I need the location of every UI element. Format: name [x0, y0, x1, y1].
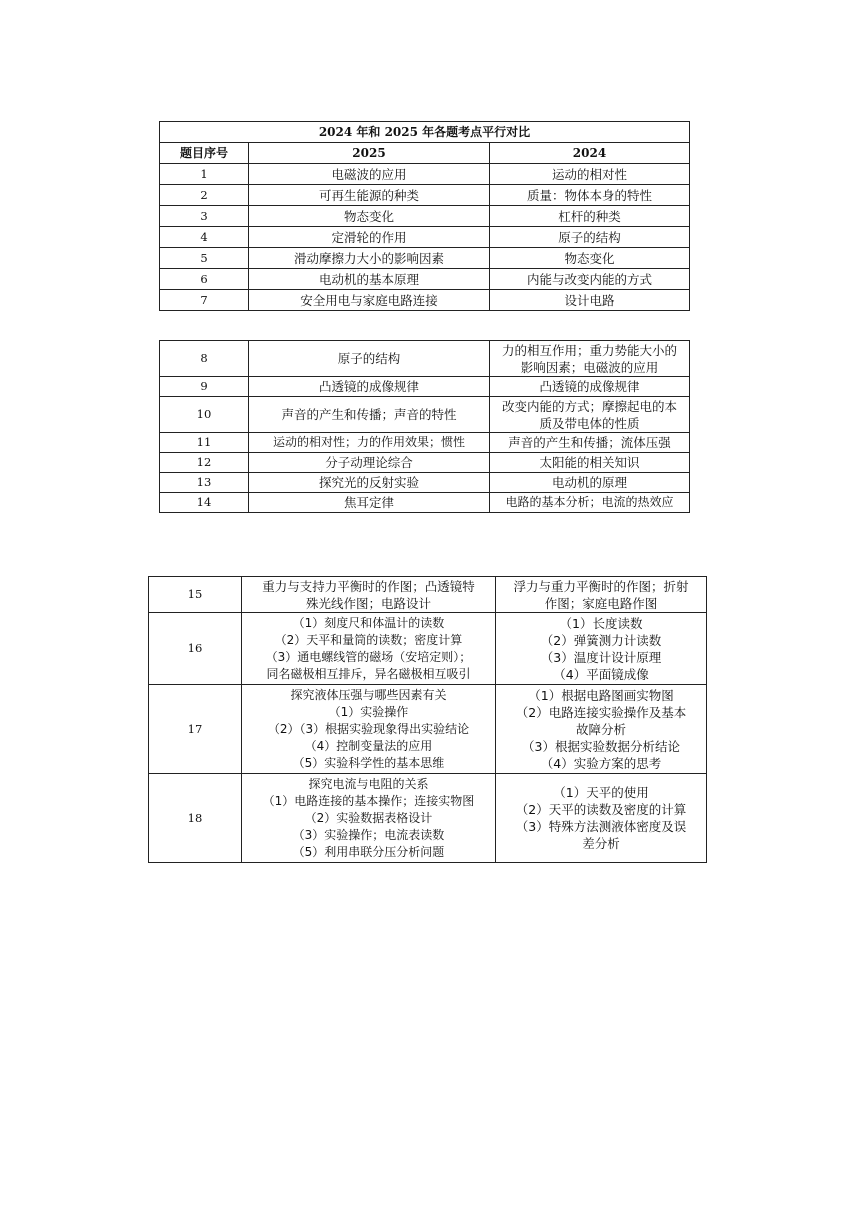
- table-row: [160, 473, 690, 493]
- topic-line: （2）实验数据表格设计: [304, 810, 433, 825]
- topic-line: 同名磁极相互排斥，异名磁极相互吸引: [266, 666, 471, 681]
- topic-2024: 物态变化: [490, 248, 690, 269]
- topic-2025: 滑动摩擦力大小的影响因素: [249, 248, 490, 269]
- topic-line: 影响因素；电磁波的应用: [520, 359, 659, 375]
- topic-2024: 内能与改变内能的方式: [490, 269, 690, 290]
- question-no: 6: [160, 269, 249, 290]
- table-row: [149, 577, 707, 613]
- question-no: 10: [160, 397, 249, 433]
- comparison-table-part2: [159, 340, 690, 513]
- topic-2025: 探究光的反射实验: [249, 473, 490, 493]
- topic-2025: 安全用电与家庭电路连接: [249, 290, 490, 311]
- topic-2025: [242, 577, 496, 613]
- topic-2024: 凸透镜的成像规律: [490, 377, 690, 397]
- topic-line: 故障分析: [575, 721, 626, 737]
- topic-line: 探究液体压强与哪些因素有关: [290, 687, 447, 702]
- topic-line: 质及带电体的性质: [539, 415, 640, 431]
- comparison-table-part3: [148, 576, 707, 863]
- question-no: 15: [149, 577, 242, 613]
- question-no: 1: [160, 164, 249, 185]
- topic-line: （3）根据实验数据分析结论: [522, 738, 680, 754]
- topic-line: （2）（3）根据实验现象得出实验结论: [267, 721, 470, 736]
- topic-line: （1）刻度尺和体温计的读数: [292, 615, 445, 630]
- topic-2024: 杠杆的种类: [490, 206, 690, 227]
- comparison-table-part1: [159, 121, 690, 311]
- question-no: 14: [160, 493, 249, 513]
- topic-2025: [242, 685, 496, 774]
- topic-2024: 电路的基本分析；电流的热效应: [490, 493, 690, 513]
- topic-2025: 分子动理论综合: [249, 453, 490, 473]
- topic-2024: 设计电路: [490, 290, 690, 311]
- topic-2025: 物态变化: [249, 206, 490, 227]
- table-row: [160, 377, 690, 397]
- table-row: [160, 227, 690, 248]
- topic-line: （2）天平的读数及密度的计算: [515, 802, 687, 817]
- topic-2024: [490, 341, 690, 377]
- topic-line: （4）实验方案的思考: [540, 755, 662, 771]
- topic-2025: [242, 774, 496, 863]
- question-no: 11: [160, 433, 249, 453]
- table-row: [160, 206, 690, 227]
- question-no: 3: [160, 206, 249, 227]
- topic-line: （4）控制变量法的应用: [304, 738, 433, 753]
- topic-2024: 原子的结构: [490, 227, 690, 248]
- question-no: 18: [149, 774, 242, 863]
- question-no: 17: [149, 685, 242, 774]
- table-header-row: [160, 143, 690, 164]
- table-row: [149, 685, 707, 774]
- table-title: 2024 年和 2025 年各题考点平行对比: [160, 122, 690, 143]
- topic-2024: 太阳能的相关知识: [490, 453, 690, 473]
- table-row: [160, 341, 690, 377]
- topic-2024: 电动机的原理: [490, 473, 690, 493]
- header-2024: 2024: [490, 143, 690, 164]
- topic-line: 殊光线作图；电路设计: [305, 595, 431, 611]
- topic-2024: [496, 685, 707, 774]
- question-no: 12: [160, 453, 249, 473]
- topic-2024: 质量：物体本身的特性: [490, 185, 690, 206]
- topic-line: （4）平面镜成像: [553, 666, 649, 682]
- question-no: 2: [160, 185, 249, 206]
- table-row: [160, 269, 690, 290]
- topic-line: （1）实验操作: [328, 704, 409, 719]
- topic-line: （1）天平的使用: [553, 785, 649, 800]
- topic-line: （5）实验科学性的基本思维: [292, 755, 445, 770]
- table-title-row: [160, 122, 690, 143]
- topic-line: 作图；家庭电路作图: [544, 595, 658, 611]
- topic-line: （3）实验操作；电流表读数: [292, 827, 445, 842]
- question-no: 16: [149, 613, 242, 685]
- topic-line: 浮力与重力平衡时的作图；折射: [513, 578, 689, 594]
- topic-line: 差分析: [582, 836, 620, 851]
- topic-2025: 电磁波的应用: [249, 164, 490, 185]
- topic-line: （1）电路连接的基本操作；连接实物图: [262, 793, 475, 808]
- topic-2025: 声音的产生和传播；声音的特性: [249, 397, 490, 433]
- question-no: 13: [160, 473, 249, 493]
- topic-line: 探究电流与电阻的关系: [308, 776, 429, 791]
- topic-2025: 可再生能源的种类: [249, 185, 490, 206]
- table-row: [149, 774, 707, 863]
- table-row: [160, 164, 690, 185]
- topic-line: （3）特殊方法测液体密度及误: [515, 819, 687, 834]
- question-no: 8: [160, 341, 249, 377]
- table-row: [149, 613, 707, 685]
- question-no: 7: [160, 290, 249, 311]
- topic-2025: 运动的相对性；力的作用效果；惯性: [249, 433, 490, 453]
- question-no: 5: [160, 248, 249, 269]
- topic-2024: [496, 577, 707, 613]
- topic-line: （2）天平和量筒的读数；密度计算: [274, 632, 463, 647]
- question-no: 9: [160, 377, 249, 397]
- topic-line: （1）长度读数: [559, 615, 643, 631]
- topic-line: 力的相互作用；重力势能大小的: [501, 342, 677, 358]
- topic-line: （1）根据电路图画实物图: [528, 687, 674, 703]
- topic-2024: [496, 774, 707, 863]
- table-row: [160, 248, 690, 269]
- header-question-no: 题目序号: [160, 143, 249, 164]
- topic-line: （3）通电螺线管的磁场（安培定则）；: [265, 649, 472, 664]
- table-row: [160, 397, 690, 433]
- topic-2025: 凸透镜的成像规律: [249, 377, 490, 397]
- topic-2025: [242, 613, 496, 685]
- topic-line: 重力与支持力平衡时的作图；凸透镜特: [262, 578, 475, 594]
- topic-2024: [490, 397, 690, 433]
- topic-line: （5）利用串联分压分析问题: [292, 844, 445, 859]
- topic-line: （3）温度计设计原理: [540, 649, 662, 665]
- topic-line: （2）弹簧测力计读数: [540, 632, 662, 648]
- header-2025: 2025: [249, 143, 490, 164]
- table-row: [160, 185, 690, 206]
- topic-line: 改变内能的方式；摩擦起电的本: [501, 398, 677, 414]
- table-row: [160, 493, 690, 513]
- table-row: [160, 453, 690, 473]
- topic-2025: 定滑轮的作用: [249, 227, 490, 248]
- table-row: [160, 433, 690, 453]
- question-no: 4: [160, 227, 249, 248]
- topic-2025: 原子的结构: [249, 341, 490, 377]
- topic-2024: 声音的产生和传播；流体压强: [490, 433, 690, 453]
- topic-line: （2）电路连接实验操作及基本: [515, 704, 687, 720]
- topic-2025: 电动机的基本原理: [249, 269, 490, 290]
- topic-2024: [496, 613, 707, 685]
- topic-2025: 焦耳定律: [249, 493, 490, 513]
- topic-2024: 运动的相对性: [490, 164, 690, 185]
- table-row: [160, 290, 690, 311]
